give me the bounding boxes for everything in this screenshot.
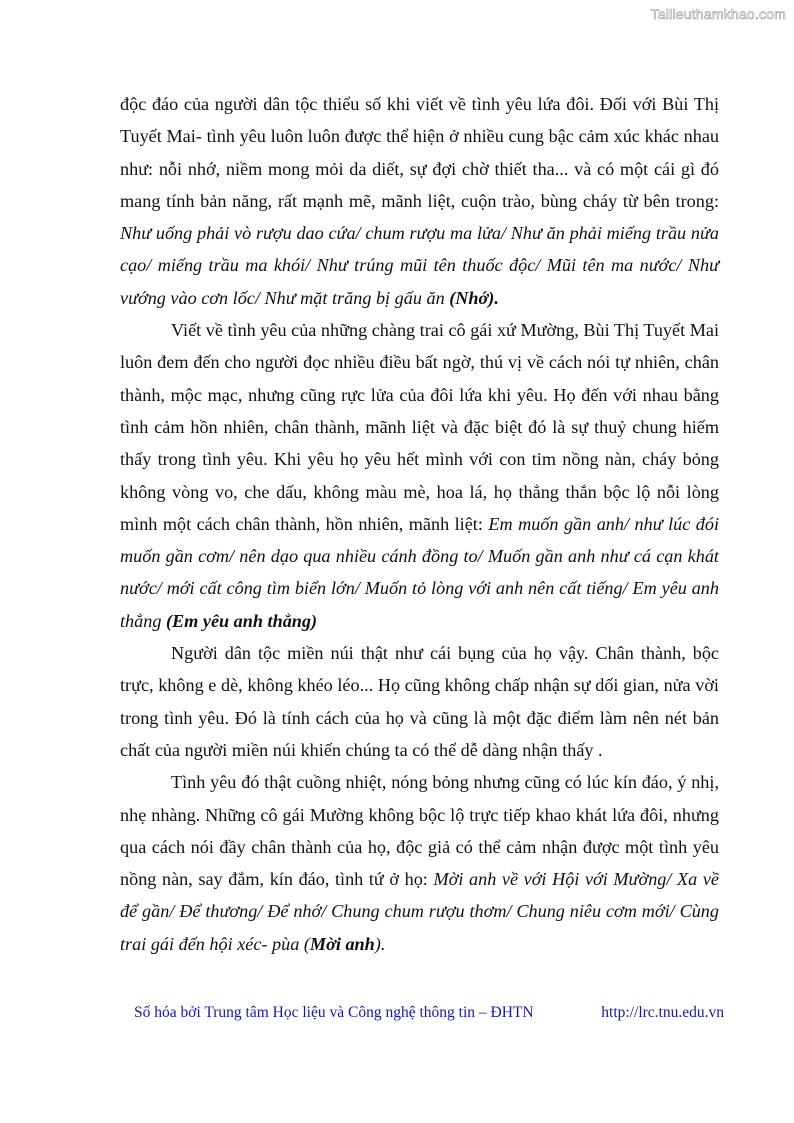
paragraph-3 [120,637,719,766]
paragraph-text: Người dân tộc miền núi thật như cái bụng của họ vậy. Chân thành, bộc trực, không e dè, không khéo léo... Họ cũng không chấp nhận sự dối gian, nửa vời trong tình yêu. Đó là tính cách của họ và cũng là một đặc điểm làm nên nét bản chất của người miền núi khiến chúng ta có thể dễ dàng nhận thấy . [120,643,719,760]
paragraph-text: Viết về tình yêu của những chàng trai cô gái xứ Mường, Bùi Thị Tuyết Mai luôn đem đến cho người đọc nhiều điều bất ngờ, thú vị về cách nói tự nhiên, chân thành, mộc mạc, nhưng cũng rực lửa của đôi lứa khi yêu. Họ đến với nhau bằng tình cảm hồn nhiên, chân thành, mãnh liệt và đặc biệt đó là sự thuỷ chung hiếm thấy trong tình yêu. Khi yêu họ yêu hết mình với con tim nồng nàn, cháy bỏng không vòng vo, che dấu, không màu mè, hoa lá, họ thẳng thắn bộc lộ nỗi lòng mình một cách chân thành, hồn nhiên, mãnh liệt: [120,320,719,534]
paragraph-1 [120,88,719,314]
poem-title: (Nhớ). [449,287,499,308]
poem-tail: ). [374,933,386,954]
footer-credit: Số hóa bởi Trung tâm Học liệu và Công nghệ thông tin – ĐHTN [134,1004,534,1021]
poem-quote: Em muốn gần anh/ như lúc đói muốn gần cơm/ nên dạo qua nhiều cánh đồng to/ Muốn gần anh như cá cạn khát nước/ mới cất công tìm biển lớn/ Muốn tỏ lòng với anh nên cất tiếng/ Em yêu anh thẳng [120,513,719,631]
poem-title: (Em yêu anh thẳng) [165,610,318,631]
poem-title: Mời anh [309,933,375,954]
paragraph-2 [120,314,719,637]
watermark: Tailieuthamkhao.com [650,6,786,22]
page-footer [134,1004,724,1022]
paragraph-4 [120,766,719,960]
paragraph-text: độc đáo của người dân tộc thiểu số khi viết về tình yêu lứa đôi. Đối với Bùi Thị Tuyết Mai- tình yêu luôn luôn được thể hiện ở nhiều cung bậc cảm xúc khác nhau như: nỗi nhớ, niềm mong mỏi da diết, sự đợi chờ thiết tha... và có một cái gì đó mang tính bản năng, rất mạnh mẽ, mãnh liệt, cuộn trào, bùng cháy từ bên trong: [120,94,719,211]
footer-url: http://lrc.tnu.edu.vn [601,1004,724,1021]
paragraph-text: Tình yêu đó thật cuồng nhiệt, nóng bỏng nhưng cũng có lúc kín đáo, ý nhị, nhẹ nhàng. Những cô gái Mường không bộc lộ trực tiếp khao khát lứa đôi, nhưng qua cách nói đầy chân thành của họ, độc giả có thể cảm nhận được một tình yêu nồng nàn, say đắm, kín đáo, tình tứ ở họ: [120,772,719,890]
poem-quote: Mời anh về với Hội với Mường/ Xa về để gần/ Để thương/ Để nhớ/ Chung chum rượu thơm/ Chung niêu cơm mới/ Cùng trai gái đến hội xéc- pùa ( [120,869,719,954]
poem-quote: Như uống phải vò rượu dao cứa/ chum rượu ma lửa/ Như ăn phải miếng trầu nửa cạo/ miếng trầu ma khói/ Như trúng mũi tên thuốc độc/ Mũi tên ma nước/ Như vướng vào cơn lốc/ Như mặt trăng bị gấu ăn [120,223,719,308]
page-body [120,88,719,960]
